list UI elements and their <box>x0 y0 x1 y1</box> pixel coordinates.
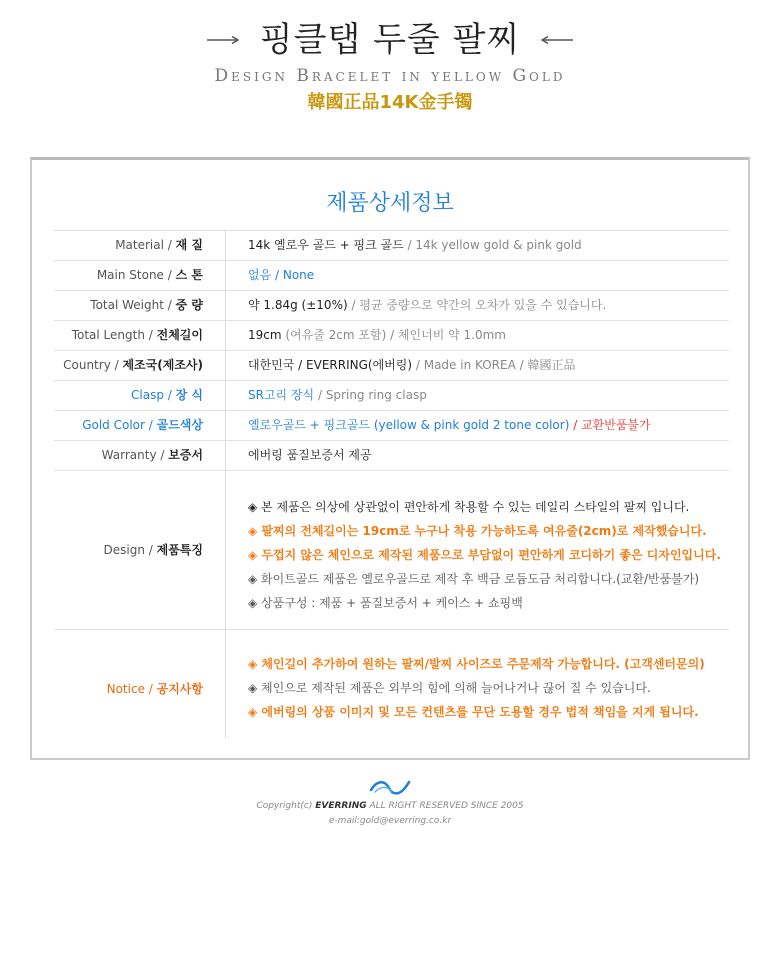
page-subtitle: Design Bracelet in yellow Gold <box>214 66 566 86</box>
list-item: ◈ 화이트골드 제품은 옐로우골드로 제작 후 백금 로듐도금 처리합니다.(교환/반품불가) <box>248 572 700 586</box>
spec-row-length <box>54 321 729 351</box>
spec-label: Gold Color / 골드색상 <box>54 411 226 440</box>
title-row <box>0 18 780 62</box>
spec-label: Notice / 공지사항 <box>54 630 226 738</box>
spec-label: Warranty / 보증서 <box>54 441 226 470</box>
copyright-text: Copyright(c) EVERRING ALL RIGHT RESERVED SINCE 2005 <box>256 801 524 811</box>
spec-value: 옐로우골드 + 핑크골드 (yellow & pink gold 2 tone color) / 교환반품불가 <box>248 418 651 432</box>
spec-table <box>54 230 729 738</box>
page-subtitle-cn: 韓國正品14K金手镯 <box>307 92 473 113</box>
design-bullets <box>226 471 729 629</box>
spec-row-notice <box>54 630 729 738</box>
spec-label: Country / 제조국(제조사) <box>54 351 226 380</box>
spec-value: 에버링 품질보증서 제공 <box>248 448 372 462</box>
spec-row-color <box>54 411 729 441</box>
spec-label: Material / 재 질 <box>54 231 226 260</box>
spec-value: 없음 / None <box>248 268 315 282</box>
page-title: 핑클탭 두줄 팔찌 <box>259 20 521 60</box>
spec-label: Design / 제품특징 <box>54 471 226 629</box>
spec-value: 14k 옐로우 골드 + 핑크 골드 / 14k yellow gold & pink gold <box>248 238 582 252</box>
spec-row-design <box>54 471 729 630</box>
notice-bullets <box>226 630 729 738</box>
spec-value: SR고리 장식 / Spring ring clasp <box>248 388 427 402</box>
spec-value: 19cm (여유줄 2cm 포함) / 체인너비 약 1.0mm <box>248 328 506 342</box>
spec-value: 약 1.84g (±10%) / 평균 중량으로 약간의 오차가 있을 수 있습니다. <box>248 298 607 312</box>
list-item: ◈ 체인길이 추가하여 원하는 팔찌/발찌 사이즈로 주문제작 가능합니다. (고객센터문의) <box>248 657 705 671</box>
spec-row-weight <box>54 291 729 321</box>
spec-value: 대한민국 / EVERRING(에버링) / Made in KOREA / 韓國正品 <box>248 358 576 372</box>
list-item: ◈ 본 제품은 의상에 상관없이 편안하게 착용할 수 있는 데일리 스타일의 팔찌 입니다. <box>248 500 690 514</box>
product-detail-box <box>30 157 750 760</box>
spec-row-country <box>54 351 729 381</box>
list-item: ◈ 두껍지 않은 체인으로 제작된 제품으로 부담없이 편안하게 코디하기 좋은 디자인입니다. <box>248 548 721 562</box>
list-item: ◈ 체인으로 제작된 제품은 외부의 힘에 의해 늘어나거나 끊어 질 수 있습니다. <box>248 681 651 695</box>
everring-logo-icon <box>369 776 411 798</box>
list-item: ◈ 상품구성 : 제품 + 품질보증서 + 케이스 + 쇼핑백 <box>248 596 523 610</box>
brand-name: EVERRING <box>315 801 367 811</box>
spec-row-warranty <box>54 441 729 471</box>
spec-label: Main Stone / 스 톤 <box>54 261 226 290</box>
spec-row-clasp <box>54 381 729 411</box>
section-title: 제품상세정보 <box>326 191 454 216</box>
email-text: e-mail:gold@everring.co.kr <box>328 816 452 826</box>
list-item: ◈ 팔찌의 전체길이는 19cm로 누구나 착용 가능하도록 여유줄(2cm)로 제작했습니다. <box>248 524 707 538</box>
spec-label: Total Weight / 중 량 <box>54 291 226 320</box>
arrow-left-icon <box>541 36 573 44</box>
spec-label: Total Length / 전체길이 <box>54 321 226 350</box>
spec-label: Clasp / 장 식 <box>54 381 226 410</box>
spec-row-material <box>54 231 729 261</box>
spec-row-stone <box>54 261 729 291</box>
list-item: ◈ 에버링의 상품 이미지 및 모든 컨텐츠를 무단 도용할 경우 법적 책임을 지게 됩니다. <box>248 705 699 719</box>
